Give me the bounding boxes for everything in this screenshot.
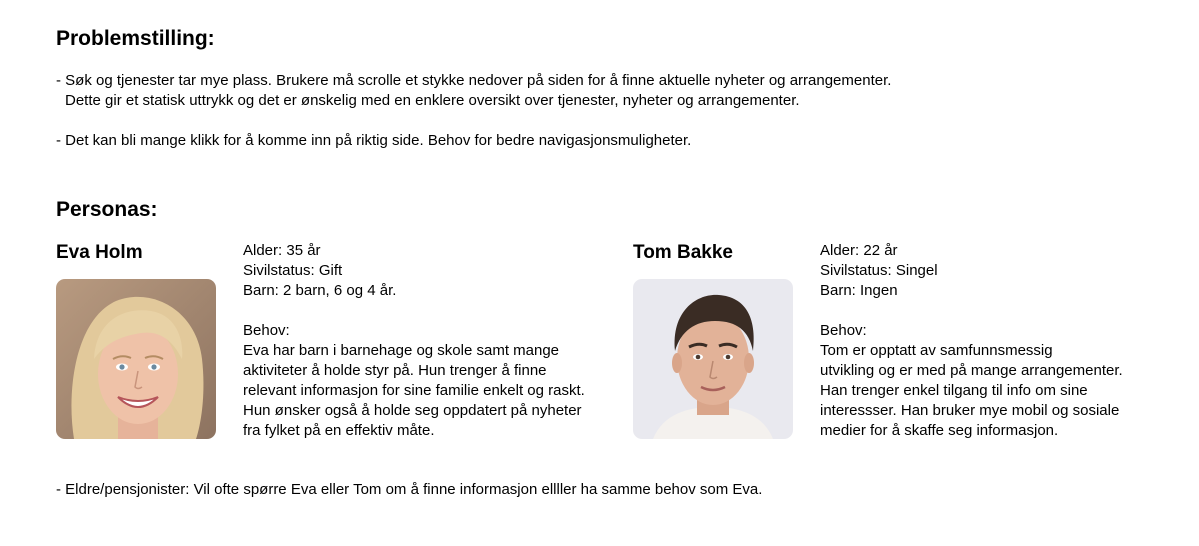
- footer-note: - Eldre/pensjonister: Vil ofte spørre Eva eller Tom om å finne informasjon ellller ha samme behov som Eva.: [56, 481, 763, 498]
- persona-name-eva: Eva Holm: [56, 242, 143, 263]
- persona-photo-tom: [633, 279, 793, 439]
- problem-heading: Problemstilling:: [56, 27, 215, 50]
- personas-heading: Personas:: [56, 198, 158, 221]
- persona-needs-line-tom: Han trenger enkel tilgang til info om sine: [820, 382, 1088, 399]
- persona-needs-line-eva: aktiviteter å holde styr på. Hun trenger å finne: [243, 362, 547, 379]
- persona-needs-label-tom: Behov:: [820, 322, 867, 339]
- persona-needs-line-eva: Hun ønsker også å holde seg oppdatert på nyheter: [243, 402, 582, 419]
- problem-point-2: - Det kan bli mange klikk for å komme inn på riktig side. Behov for bedre navigasjonsmuligheter.: [56, 132, 692, 149]
- problem-point-1-continued: Dette gir et statisk uttrykk og det er ønskelig med en enklere oversikt over tjenester, nyheter og arrangementer.: [65, 92, 800, 109]
- persona-needs-line-eva: Eva har barn i barnehage og skole samt mange: [243, 342, 560, 359]
- persona-age-eva: Alder: 35 år: [243, 242, 321, 259]
- persona-needs-line-tom: medier for å skaffe seg informasjon.: [820, 422, 1059, 439]
- persona-needs-line-tom: interessser. Han bruker mye mobil og sosiale: [820, 402, 1120, 419]
- persona-children-tom: Barn: Ingen: [820, 282, 898, 299]
- persona-status-eva: Sivilstatus: Gift: [243, 262, 343, 279]
- persona-age-tom: Alder: 22 år: [820, 242, 898, 259]
- persona-needs-line-eva: relevant informasjon for sine familie enkelt og raskt.: [243, 382, 585, 399]
- persona-needs-line-tom: utvikling og er med på mange arrangementer.: [820, 362, 1123, 379]
- persona-children-eva: Barn: 2 barn, 6 og 4 år.: [243, 282, 397, 299]
- persona-needs-line-eva: fra fylket på en effektiv måte.: [243, 422, 435, 439]
- persona-photo-eva: [56, 279, 216, 439]
- problem-point-1: - Søk og tjenester tar mye plass. Brukere må scrolle et stykke nedover på siden for å finne aktuelle nyheter og arrangementer.: [56, 72, 892, 89]
- persona-needs-label-eva: Behov:: [243, 322, 290, 339]
- persona-status-tom: Sivilstatus: Singel: [820, 262, 938, 279]
- persona-name-tom: Tom Bakke: [633, 242, 733, 263]
- persona-needs-line-tom: Tom er opptatt av samfunnsmessig: [820, 342, 1053, 359]
